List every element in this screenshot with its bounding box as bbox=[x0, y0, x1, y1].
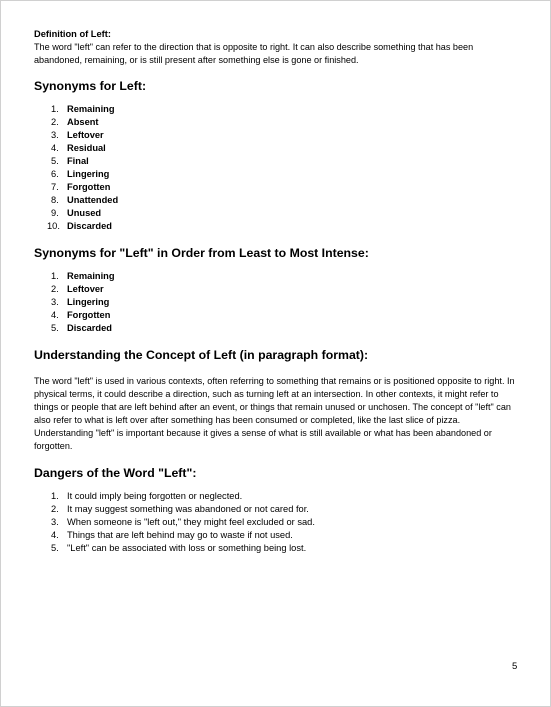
concept-text: The word "left" is used in various contexts, often referring to something that remains or is positioned opposite to right. In physical terms, it could describe a direction, such as turning left at an intersection. In other contexts, it might refer to things or people that are left behind after an event, or things that remain unused or unchosen. The concept of "left" can also refer to what is left over after something has been consumed or completed, like the last slice of pizza. Understanding "left" is important because it gives a sense of what is still available or what has been abandoned or forgotten. bbox=[34, 376, 515, 451]
list-item-text: When someone is "left out," they might feel excluded or sad. bbox=[67, 517, 315, 527]
list-item: 3. When someone is "left out," they might feel excluded or sad. bbox=[51, 517, 315, 527]
list-item: 2. Absent bbox=[51, 117, 99, 127]
concept-heading: Understanding the Concept of Left (in paragraph format): bbox=[34, 348, 369, 362]
list-item: 1. It could imply being forgotten or neglected. bbox=[51, 491, 243, 501]
list-item: 3. Leftover bbox=[51, 130, 104, 140]
intensity-list bbox=[34, 270, 520, 335]
list-item: 2. It may suggest something was abandoned or not cared for. bbox=[51, 504, 309, 514]
list-item: 7. Forgotten bbox=[51, 182, 111, 192]
list-item-text: "Left" can be associated with loss or something being lost. bbox=[67, 543, 307, 553]
list-item-text: Absent bbox=[67, 117, 99, 127]
list-item-text: Leftover bbox=[67, 284, 104, 294]
list-item-text: It could imply being forgotten or neglected. bbox=[67, 491, 243, 501]
synonyms-heading: Synonyms for Left: bbox=[34, 79, 147, 93]
list-item: 4. Forgotten bbox=[51, 310, 111, 320]
list-item: 2. Leftover bbox=[51, 284, 104, 294]
intensity-heading: Synonyms for "Left" in Order from Least to Most Intense: bbox=[34, 246, 369, 260]
list-item-text: Discarded bbox=[67, 221, 112, 231]
list-item-text: Unattended bbox=[67, 195, 119, 205]
list-item-text: Remaining bbox=[67, 271, 115, 281]
list-item-text: Residual bbox=[67, 143, 106, 153]
list-item: 5. Final bbox=[51, 156, 89, 166]
list-item: 1. Remaining bbox=[51, 104, 115, 114]
list-item-text: It may suggest something was abandoned or not cared for. bbox=[67, 504, 309, 514]
list-item-text: Forgotten bbox=[67, 310, 111, 320]
list-item: 6. Lingering bbox=[51, 169, 110, 179]
list-item-text: Final bbox=[67, 156, 89, 166]
list-item-text: Unused bbox=[67, 208, 102, 218]
list-item: 4. Residual bbox=[51, 143, 106, 153]
list-item: 5. "Left" can be associated with loss or something being lost. bbox=[51, 543, 307, 553]
synonyms-list bbox=[34, 103, 520, 233]
list-item-text: Leftover bbox=[67, 130, 104, 140]
list-item-text: Lingering bbox=[67, 297, 110, 307]
list-item: 1. Remaining bbox=[51, 271, 115, 281]
list-item-text: Remaining bbox=[67, 104, 115, 114]
list-item: 10. Discarded bbox=[47, 221, 112, 231]
definition-text: The word "left" can refer to the direction that is opposite to right. It can also describe something that has been abandoned, remaining, or is still present after something else is gone or finished. bbox=[34, 42, 474, 65]
list-item: 4. Things that are left behind may go to waste if not used. bbox=[51, 530, 293, 540]
dangers-list bbox=[34, 490, 520, 555]
dangers-heading: Dangers of the Word "Left": bbox=[34, 466, 197, 480]
list-item-text: Forgotten bbox=[67, 182, 111, 192]
page-number: 5 bbox=[512, 661, 518, 672]
list-item: 5. Discarded bbox=[51, 323, 112, 333]
list-item-text: Discarded bbox=[67, 323, 112, 333]
page-content bbox=[34, 27, 520, 555]
definition-heading: Definition of Left: bbox=[34, 29, 111, 39]
list-item-text: Lingering bbox=[67, 169, 110, 179]
list-item: 9. Unused bbox=[51, 208, 102, 218]
list-item: 3. Lingering bbox=[51, 297, 110, 307]
list-item: 8. Unattended bbox=[51, 195, 119, 205]
list-item-text: Things that are left behind may go to waste if not used. bbox=[67, 530, 293, 540]
